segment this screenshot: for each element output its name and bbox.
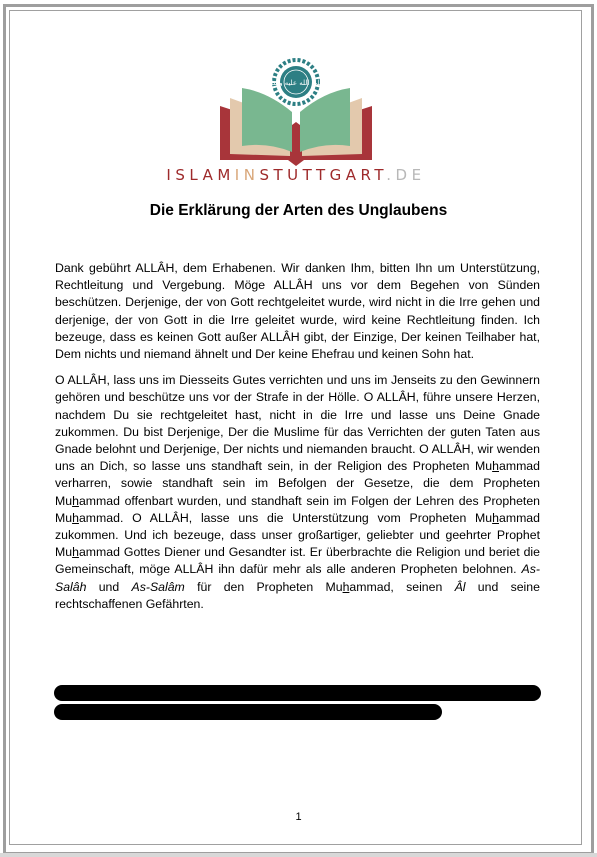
- logo-text-stuttgart: STUTTGART: [259, 166, 387, 184]
- paragraph-2: O ALLÂH, lass uns im Diesseits Gutes verrichten und uns im Jenseits zu den Gewinnern gehören und beschütze uns vor der Strafe in der Hölle. O ALLÂH, führe unsere Herzen, nachdem Du sie rechtgeleitet hast, nicht in die Irre und lasse uns Deine Gnade zukommen. Du bist Derjenige, Der die Muslime für das Verrichten der guten Taten aus Gnade belohnt und Derjenige, Der nichts und niemanden braucht. O ALLÂH, wir wenden uns an Dich, so lasse uns standhaft sein, in der Religion des Propheten Muhammad verharren, sowie standhaft sein im Befolgen der Gesetze, die dem Propheten Muhammad offenbart wurden, und standhaft sein im Folgen der Lehren des Propheten Muhammad. O ALLÂH, lasse uns die Unterstützung vom Propheten Muhammad zukommen. Und ich bezeuge, dass unser großartiger, geliebter und geehrter Prophet Muhammad Gottes Diener und Gesandter ist. Er überbrachte die Religion und beriet die Gemeinschaft, möge ALLÂH ihn dafür mehr als alle anderen Propheten belohnen. As-Salâh und As-Salâm für den Propheten Muhammad, seinen Âl und seine rechtschaffenen Gefährten.: [55, 373, 540, 611]
- page-number: 1: [295, 811, 302, 823]
- logo-text-in: IN: [234, 166, 260, 184]
- document-body: [55, 260, 540, 622]
- seal-icon: [266, 60, 326, 104]
- redaction-bar-1: [54, 685, 541, 701]
- bottom-strip: [0, 853, 597, 857]
- paragraph-1: Dank gebührt ALLÂH, dem Erhabenen. Wir danken Ihm, bitten Ihn um Unterstützung, Rechtleitung und Vergebung. Möge ALLÂH uns vor dem Begehen von Sünden beschützen. Derjenige, der von Gott rechtgeleitet wurde, wird nicht in die Irre gehen und derjenige, der von Gott in die Irre geleitet wurde, wird keine Rechtleitung finden. Ich bezeuge, dass es keinen Gott außer ALLÂH gibt, der Einzige, Der keinen Teilhaber hat, Dem nichts und niemand ähnelt und Der keine Ehefrau und keinen Sohn hat.: [55, 261, 540, 362]
- logo-text-islam: ISLAM: [166, 166, 235, 184]
- seal-text: صلى الله عليه وسلم: [266, 79, 326, 87]
- logo-wordmark: [140, 166, 452, 184]
- logo-text-de: .DE: [386, 166, 426, 184]
- document-title: Die Erklärung der Arten des Unglaubens: [149, 202, 448, 219]
- redaction-bar-2: [54, 704, 442, 720]
